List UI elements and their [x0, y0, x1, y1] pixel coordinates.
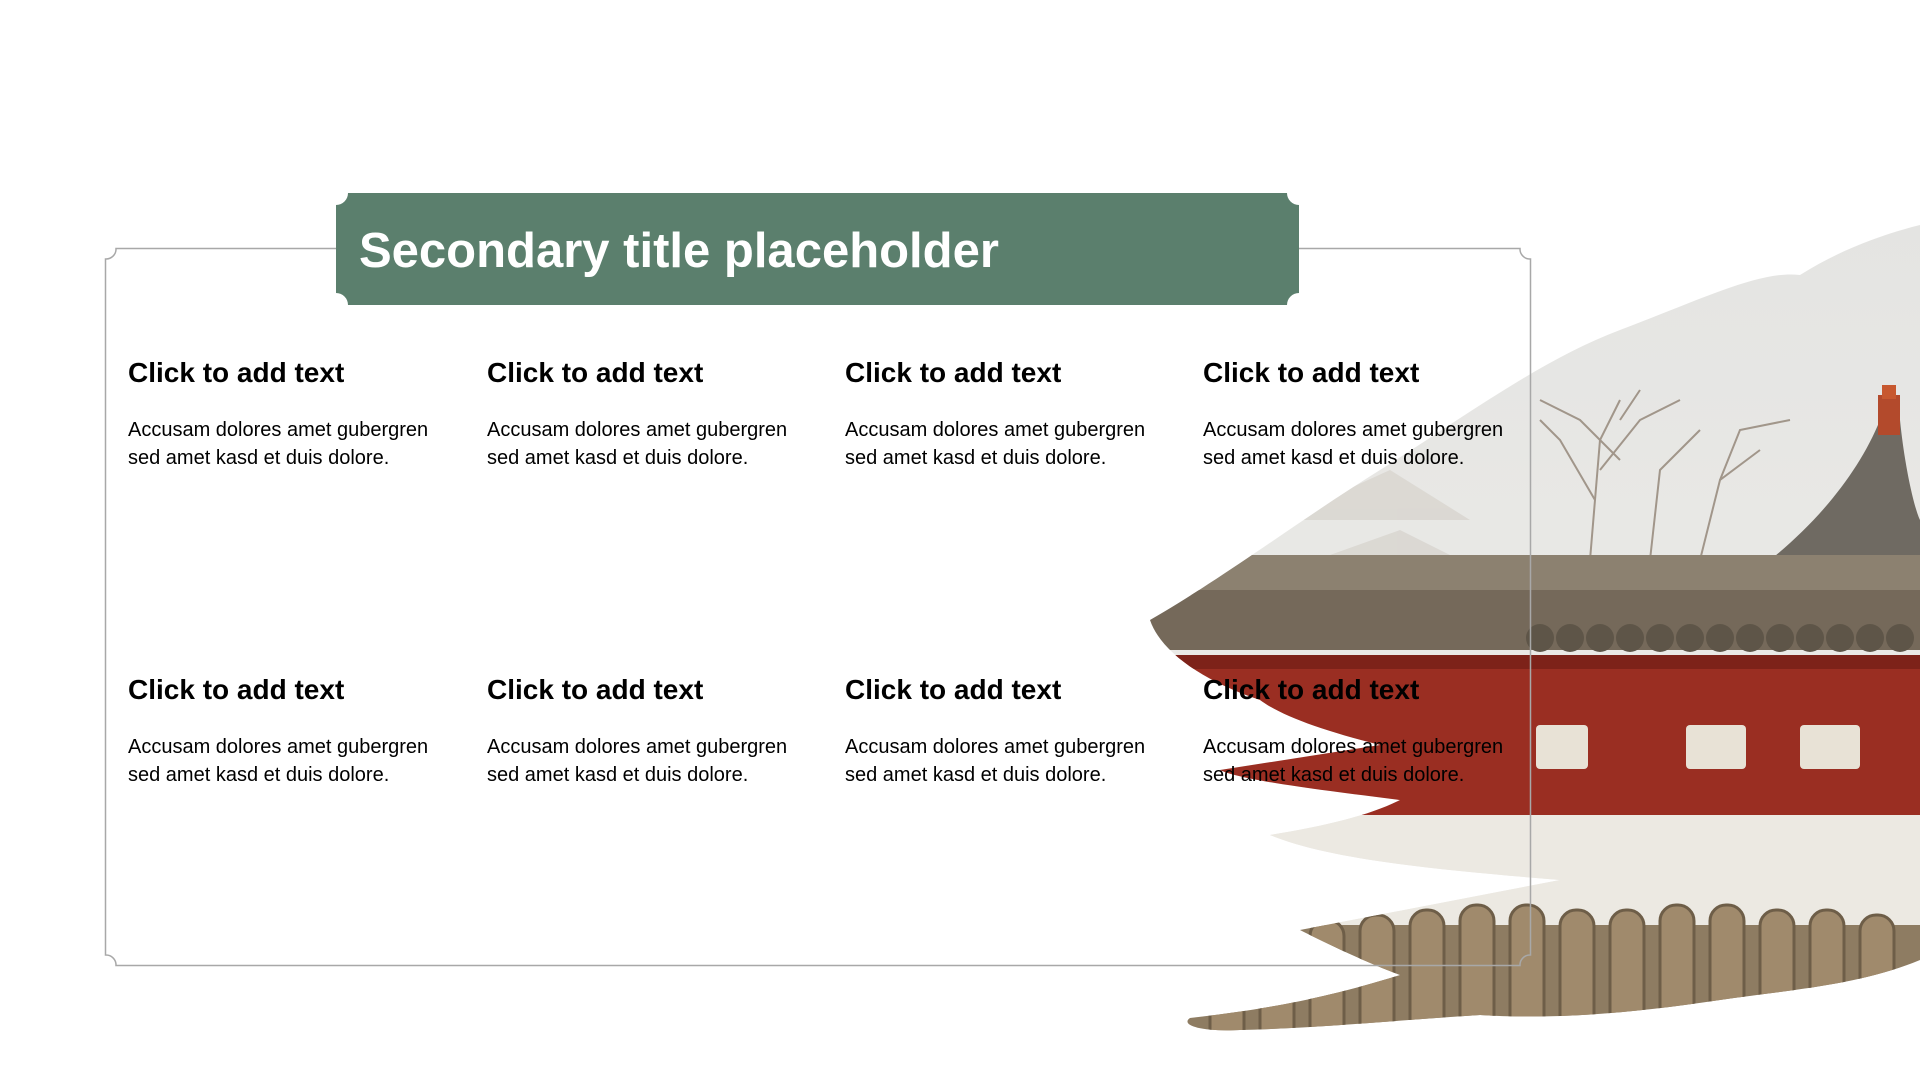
text-block-body[interactable]: Accusam dolores amet gubergren sed amet kasd et duis dolore. — [128, 419, 429, 469]
text-block-8[interactable] — [1203, 673, 1523, 789]
content-frame — [104, 247, 1532, 967]
text-block-heading[interactable]: Click to add text — [1203, 674, 1420, 705]
page-title[interactable]: Secondary title placeholder — [359, 224, 999, 278]
text-block-body[interactable]: Accusam dolores amet gubergren sed amet kasd et duis dolore. — [1203, 419, 1504, 469]
text-block-7[interactable] — [845, 673, 1165, 789]
text-block-2[interactable] — [487, 356, 807, 472]
text-block-body[interactable]: Accusam dolores amet gubergren sed amet kasd et duis dolore. — [845, 419, 1146, 469]
text-block-heading[interactable]: Click to add text — [128, 674, 345, 705]
text-block-6[interactable] — [487, 673, 807, 789]
text-block-heading[interactable]: Click to add text — [845, 357, 1062, 388]
text-block-body[interactable]: Accusam dolores amet gubergren sed amet kasd et duis dolore. — [845, 736, 1146, 786]
text-block-1[interactable] — [128, 356, 448, 472]
text-block-body[interactable]: Accusam dolores amet gubergren sed amet kasd et duis dolore. — [128, 736, 429, 786]
text-block-5[interactable] — [128, 673, 448, 789]
text-block-heading[interactable]: Click to add text — [487, 674, 704, 705]
text-block-body[interactable]: Accusam dolores amet gubergren sed amet kasd et duis dolore. — [487, 736, 788, 786]
text-block-body[interactable]: Accusam dolores amet gubergren sed amet kasd et duis dolore. — [1203, 736, 1504, 786]
text-block-4[interactable] — [1203, 356, 1523, 472]
text-block-3[interactable] — [845, 356, 1165, 472]
text-block-heading[interactable]: Click to add text — [128, 357, 345, 388]
text-block-heading[interactable]: Click to add text — [1203, 357, 1420, 388]
text-block-body[interactable]: Accusam dolores amet gubergren sed amet kasd et duis dolore. — [487, 419, 788, 469]
text-block-heading[interactable]: Click to add text — [487, 357, 704, 388]
text-block-heading[interactable]: Click to add text — [845, 674, 1062, 705]
